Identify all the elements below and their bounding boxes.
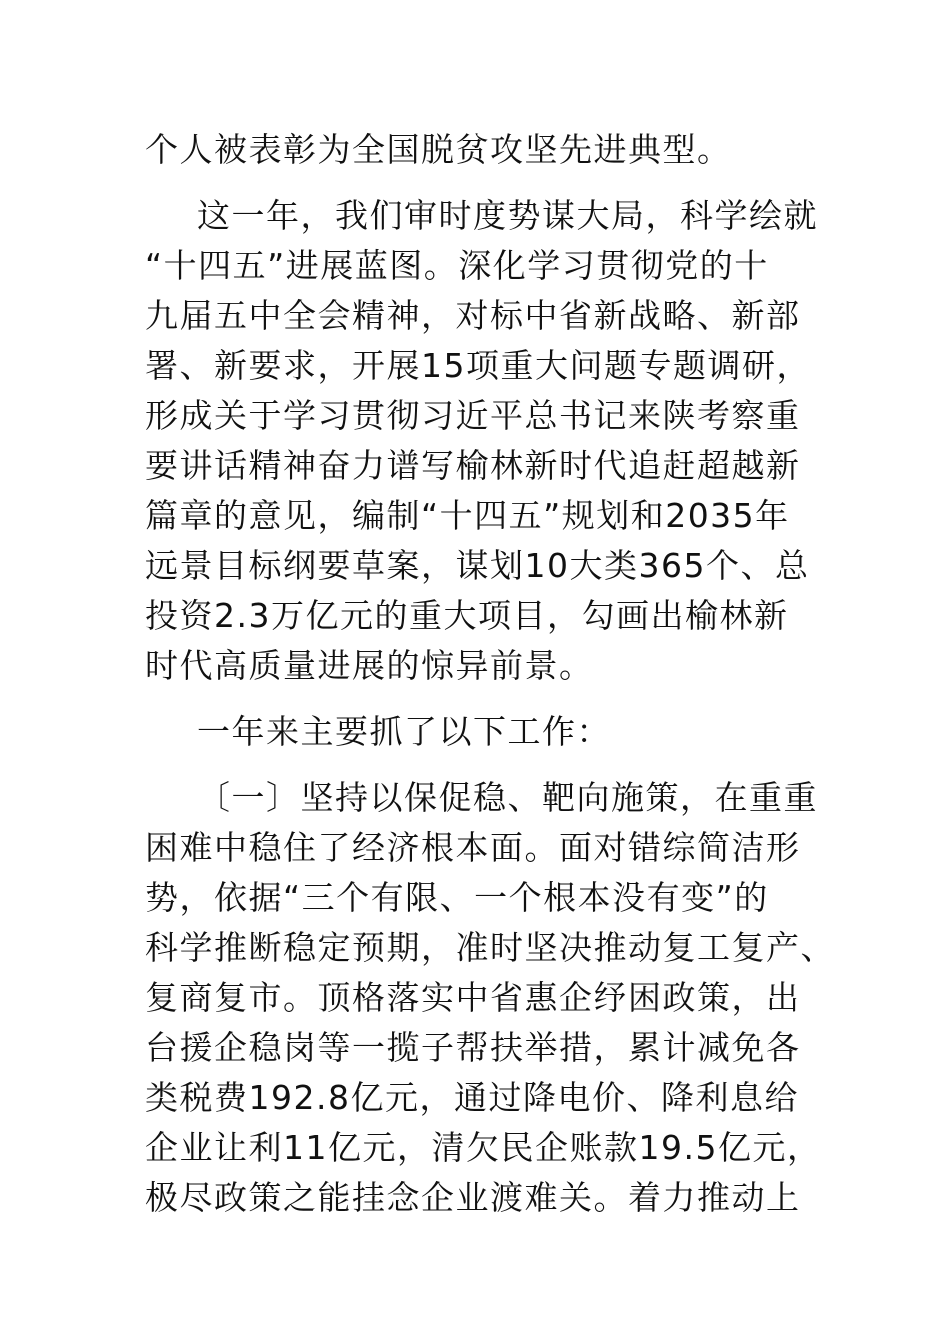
text-line-14: 困难中稳住了经济根本面。面对错综简洁形 bbox=[145, 828, 801, 867]
text-line-4: 九届五中全会精神，对标中省新战略、新部 bbox=[145, 296, 801, 335]
text-line-6: 形成关于学习贯彻习近平总书记来陕考察重 bbox=[145, 396, 801, 435]
text-line-2: 这一年，我们审时度势谋大局，科学绘就 bbox=[197, 196, 818, 235]
text-line-19: 类税费192.8亿元，通过降电价、降利息给 bbox=[145, 1078, 799, 1117]
text-line-9: 远景目标纲要草案，谋划10大类365个、总 bbox=[145, 546, 810, 585]
text-line-1: 个人被表彰为全国脱贫攻坚先进典型。 bbox=[145, 130, 732, 169]
text-line-7: 要讲话精神奋力谱写榆林新时代追赶超越新 bbox=[145, 446, 801, 485]
text-line-3: “十四五”进展蓝图。深化学习贯彻党的十 bbox=[145, 246, 769, 285]
text-line-21: 极尽政策之能挂念企业渡难关。着力推动上 bbox=[145, 1178, 801, 1217]
text-line-16: 科学推断稳定预期，准时坚决推动复工复产、 bbox=[145, 928, 835, 967]
text-line-20: 企业让利11亿元，清欠民企账款19.5亿元， bbox=[145, 1128, 822, 1167]
text-line-12: 一年来主要抓了以下工作： bbox=[197, 712, 611, 751]
text-line-17: 复商复市。顶格落实中省惠企纾困政策，出 bbox=[145, 978, 801, 1017]
text-line-5: 署、新要求，开展15项重大问题专题调研， bbox=[145, 346, 811, 385]
text-line-11: 时代高质量进展的惊异前景。 bbox=[145, 646, 594, 685]
text-line-8: 篇章的意见，编制“十四五”规划和2035年 bbox=[145, 496, 790, 535]
text-line-13: 〔一〕坚持以保促稳、靶向施策，在重重 bbox=[197, 778, 818, 817]
text-line-15: 势，依据“三个有限、一个根本没有变”的 bbox=[145, 878, 769, 917]
text-line-18: 台援企稳岗等一揽子帮扶举措，累计减免各 bbox=[145, 1028, 801, 1067]
text-line-10: 投资2.3万亿元的重大项目，勾画出榆林新 bbox=[145, 596, 789, 635]
